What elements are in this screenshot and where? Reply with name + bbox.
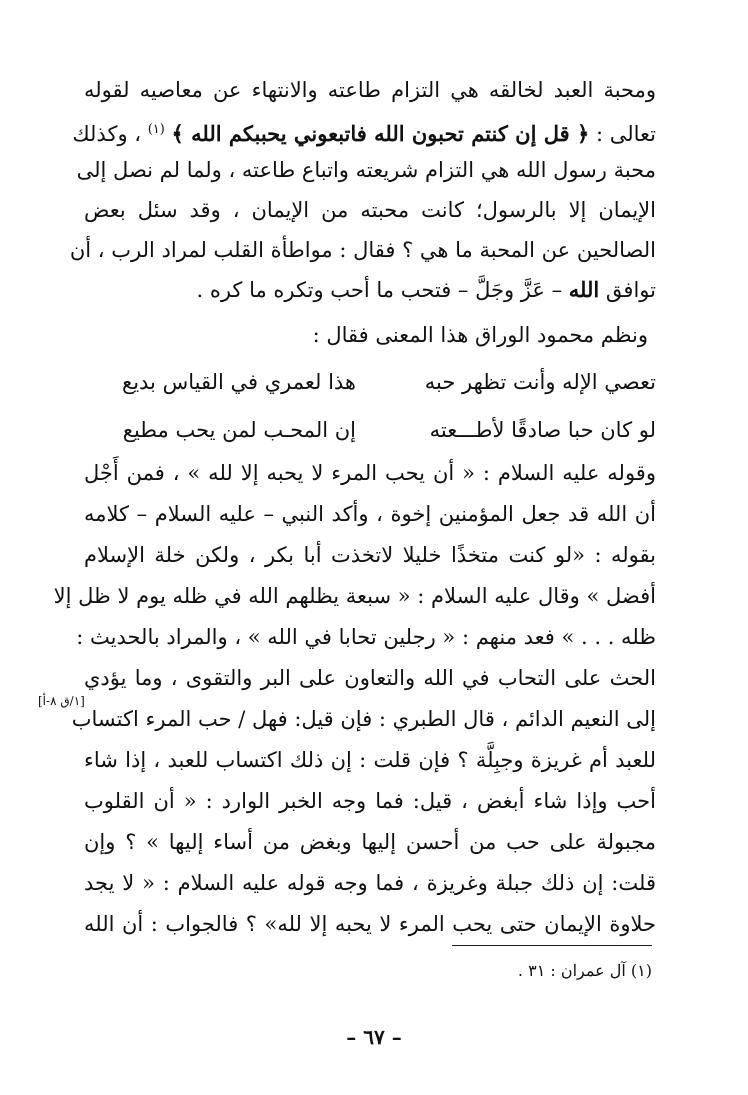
text-line: بقوله : «لو كنت متخذًا خليلا لاتخذت أبا بكر ، ولكن خلة الإسلام — [84, 543, 656, 567]
poem-intro: ونظم محمود الوراق هذا المعنى فقال : — [312, 323, 648, 347]
text-line: الحث على التحاب في الله والتعاون على البر والتقوى ، وما يؤدي — [84, 666, 656, 690]
text-segment: – عَزَّ وجَلَّ – فتحب ما أحب وتكره ما كره . — [196, 278, 569, 302]
poem-hemistich: إن المحـب لمن يحب مطيع — [122, 418, 356, 442]
text-line: أفضل » وقال عليه السلام : « سبعة يظلهم الله في ظله يوم لا ظل إلا — [53, 584, 656, 608]
text-line: الإيمان إلا بالرسول؛ كانت محبته من الإيمان ، وقد سئل بعض — [84, 198, 656, 222]
footnote-ref: (١) — [147, 122, 165, 137]
text-line: أحب وإذا شاء أبغض ، قيل: فما وجه الخبر الوارد : « أن القلوب — [84, 789, 656, 813]
text-line: قلت: إن ذلك جبلة وغريزة ، فما وجه قوله عليه السلام : « لا يجد — [84, 871, 656, 895]
text-line: إلى النعيم الدائم ، قال الطبري : فإن قيل: فهل / حب المرء اكتساب — [71, 707, 656, 731]
text-line: وقوله عليه السلام : « أن يحب المرء لا يحبه إلا لله » ، فمن أَجْل — [84, 461, 656, 485]
text-segment: توافق — [599, 278, 656, 302]
poem-hemistich: تعصي الإله وأنت تظهر حبه — [424, 370, 656, 394]
page-number: – ٦٧ – — [346, 1025, 402, 1049]
footnote: (١) آل عمران : ٣١ . — [517, 961, 652, 980]
footnote-divider — [452, 945, 652, 946]
text-segment: تعالى : — [589, 122, 656, 146]
text-segment: ، وكذلك — [72, 122, 148, 146]
quran-quote: ﴿ قل إن كنتم تحبون الله فاتبعوني يحببكم الله ﴾ — [171, 121, 590, 146]
divine-name: الله — [568, 277, 600, 302]
text-line — [84, 270, 656, 310]
text-line: أن الله قد جعل المؤمنين إخوة ، وأكد النبي – عليه السلام – كلامه — [84, 502, 656, 526]
poem-hemistich: هذا لعمري في القياس بديع — [122, 370, 356, 394]
text-line: مجبولة على حب من أحسن إليها وبغض من أساء إليها » ؟ وإن — [84, 830, 656, 854]
text-line: للعبد أم غريزة وجبِلَّة ؟ فإن قلت : إن ذلك اكتساب للعبد ، إذا شاء — [84, 748, 656, 772]
text-line: ظله . . . » فعد منهم : « رجلين تحابا في الله » ، والمراد بالحديث : — [76, 625, 656, 649]
text-line: حلاوة الإيمان حتى يحب المرء لا يحبه إلا لله» ؟ فالجواب : أن الله — [84, 912, 656, 936]
poem-hemistich: لو كان حبا صادقًا لأطـــعته — [429, 418, 656, 442]
text-line: ومحبة العبد لخالقه هي التزام طاعته والانتهاء عن معاصيه لقوله — [84, 78, 656, 102]
text-line — [72, 110, 656, 154]
text-line: محبة رسول الله هي التزام شريعته واتباع طاعته ، ولما لم نصل إلى — [76, 158, 656, 182]
manuscript-folio-note: [١/ق ٨-أ] — [38, 694, 85, 708]
text-line: الصالحين عن المحبة ما هي ؟ فقال : مواطأة القلب لمراد الرب ، أن — [69, 238, 656, 262]
